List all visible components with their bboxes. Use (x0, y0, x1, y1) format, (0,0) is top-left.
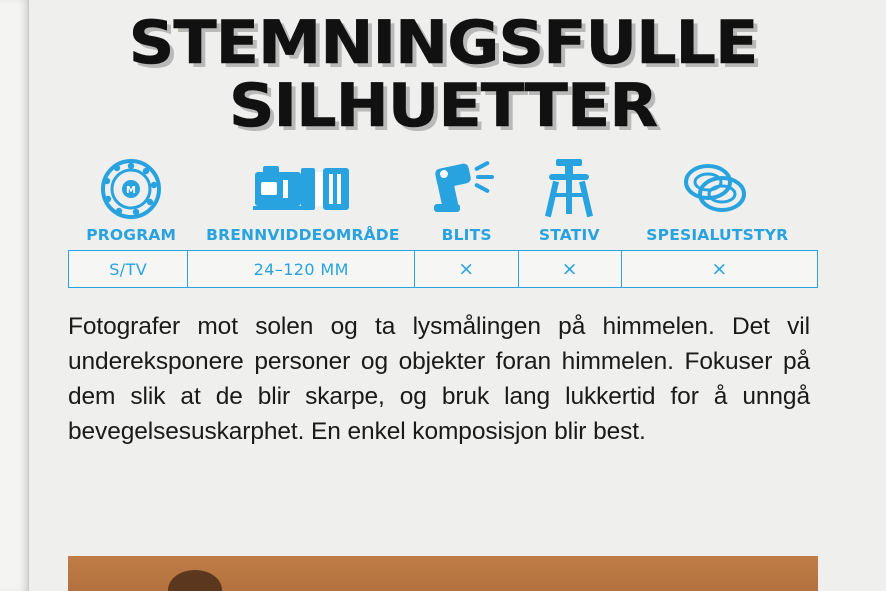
page-title (68, 0, 818, 142)
cross-icon: × (458, 257, 475, 280)
equipment-column-flash (415, 156, 518, 244)
equipment-column-tripod (518, 156, 621, 244)
spec-cell-program: S/TV (69, 251, 188, 287)
equipment-icon-row (68, 156, 818, 244)
spec-table (68, 250, 818, 288)
tripod-icon (518, 156, 621, 222)
equipment-caption: BLITS (441, 226, 492, 245)
equipment-column-accessories (621, 156, 814, 244)
cross-icon: × (561, 257, 578, 280)
camera-mode-dial-icon (72, 156, 190, 222)
article-photo (68, 556, 818, 591)
equipment-column-program (72, 156, 190, 244)
title-line-1: STEMNINGSFULLE (128, 8, 758, 78)
equipment-column-focal-length (190, 156, 415, 244)
cross-icon: × (711, 257, 728, 280)
equipment-caption: STATIV (538, 226, 600, 245)
title-line-2: SILHUETTER (228, 71, 658, 142)
svg-text:M: M (126, 185, 137, 197)
flash-icon (415, 156, 518, 222)
page-content (68, 0, 818, 591)
equipment-caption: BRENNVIDDEOMRÅDE (206, 226, 400, 245)
spec-cell-flash (415, 251, 518, 287)
photo-silhouette (168, 570, 222, 591)
camera-lens-icon (190, 156, 415, 222)
body-paragraph: Fotografer mot solen og ta lysmålingen på himmelen. Det vil undereksponere personer og objekter foran himmelen. Fokuser på dem slik at de blir skarpe, og bruk lang lukkertid for å unngå bevegelsesuskarphet. En enkel komposisjon blir best. (68, 313, 810, 445)
spec-cell-focal-length: 24–120 MM (188, 251, 415, 287)
filters-icon (621, 156, 814, 222)
spec-cell-tripod (519, 251, 622, 287)
equipment-caption: PROGRAM (86, 226, 177, 245)
equipment-caption: SPESIALUTSTYR (646, 226, 789, 245)
spec-cell-accessories (622, 251, 817, 287)
page-gutter (0, 0, 29, 591)
